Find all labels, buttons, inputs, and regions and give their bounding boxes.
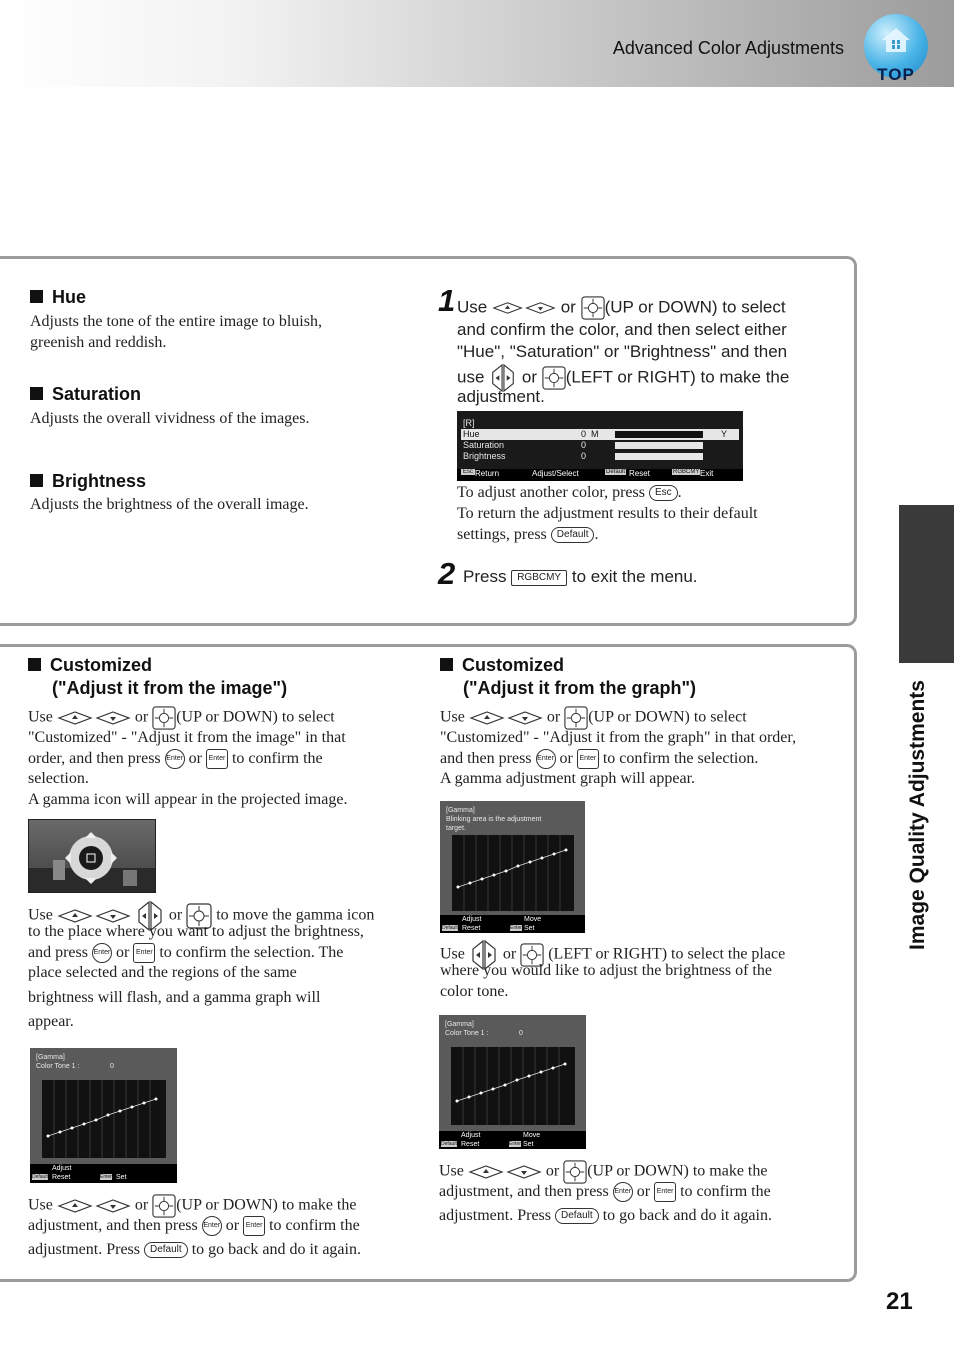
menu-row-brightness: Brightness — [463, 451, 506, 461]
enter-round-icon: Enter — [92, 943, 112, 963]
l-p1-3a: order, and then press — [28, 750, 161, 767]
step1-or: or — [560, 297, 576, 317]
l-p3-2b: or — [225, 1217, 240, 1234]
right-p3-line2 — [439, 1181, 771, 1202]
left-gamma-value: 0 — [110, 1063, 114, 1070]
side-tab-label-wrap — [880, 665, 954, 965]
r-g2-reset: Reset — [461, 1141, 480, 1148]
r-p3-3a: adjustment. Press — [439, 1207, 551, 1224]
r-p1-1: (UP or DOWN) to select — [588, 708, 747, 726]
step1-l4b: or — [521, 367, 538, 387]
r-g2-set: Set — [523, 1141, 534, 1148]
r-p3-2a: adjustment, and then press — [439, 1183, 609, 1200]
return-text: settings, press — [457, 526, 547, 543]
home-icon — [880, 26, 912, 54]
left-gamma-graph-screenshot — [30, 1048, 177, 1183]
enter-round-icon: Enter — [613, 1182, 633, 1202]
l-p2-3c: to confirm the selection. The — [159, 944, 344, 961]
foot-adjust: Adjust/Select — [532, 469, 579, 478]
foot-return: Return — [475, 469, 500, 478]
left-heading — [28, 655, 152, 676]
color-adjust-menu-screenshot — [457, 411, 743, 481]
up-down-buttons-icon — [492, 301, 556, 315]
side-tab-label: Image Quality Adjustments — [906, 680, 929, 950]
r-g2-footer — [439, 1131, 586, 1149]
dpad-icon — [581, 296, 605, 320]
enter-round-icon: Enter — [202, 1216, 222, 1236]
r-g2-adjust: Adjust — [461, 1132, 481, 1139]
left-p2-line5: brightness will flash, and a gamma graph will — [28, 989, 321, 1006]
page-number: 21 — [886, 1288, 913, 1315]
step1-l4a: use — [457, 367, 485, 387]
left-p2-line3 — [28, 942, 343, 963]
esc-button-icon: Esc — [649, 485, 678, 501]
r-g1-footer — [440, 915, 585, 933]
foot-rgbcmy-key: RGBCMY — [673, 469, 700, 475]
left-p1-line2: "Customized" - "Adjust it from the image" in that — [28, 729, 346, 746]
saturation-desc: Adjusts the overall vividness of the images. — [30, 410, 310, 427]
left-gamma-curve — [42, 1080, 166, 1158]
menu-row-hue: Hue — [463, 429, 480, 439]
page-header — [0, 0, 954, 87]
left-gamma-enter-key: Enter — [100, 1174, 112, 1180]
r-p3-3b: to go back and do it again. — [602, 1207, 772, 1224]
left-p2-line6: appear. — [28, 1013, 74, 1030]
left-p2-line2: to the place where you want to adjust the brightness, — [28, 923, 364, 940]
return-period: . — [594, 526, 599, 543]
r-use-3: Use — [439, 1162, 464, 1180]
r-g2-default-key: Default — [441, 1141, 457, 1147]
r-g2-title: [Gamma] — [445, 1021, 474, 1028]
menu-title: [R] — [463, 418, 475, 428]
default-button-icon: Default — [144, 1242, 188, 1258]
left-p1-line4: selection. — [28, 770, 89, 787]
enter-round-icon: Enter — [536, 749, 556, 769]
l-p3-3b: to go back and do it again. — [191, 1241, 361, 1258]
l-or: or — [134, 708, 149, 726]
foot-reset: Reset — [629, 469, 650, 478]
right-gamma-graph-2-screenshot — [439, 1015, 586, 1149]
saturation-slider-track — [615, 442, 703, 449]
step2-exit: to exit the menu. — [571, 567, 698, 586]
r-g1-reset: Reset — [462, 925, 481, 932]
left-gamma-footer — [30, 1164, 177, 1183]
enter-square-icon: Enter — [243, 1216, 265, 1236]
l-p3-2a: adjustment, and then press — [28, 1217, 198, 1234]
r-p1-3c: to confirm the selection. — [602, 750, 759, 767]
l-p3-3a: adjustment. Press — [28, 1241, 140, 1258]
enter-square-icon: Enter — [577, 749, 599, 769]
left-p3-line2 — [28, 1215, 360, 1236]
r-g1-adjust: Adjust — [462, 916, 482, 923]
menu-row-saturation: Saturation — [463, 440, 505, 450]
r-use: Use — [440, 708, 465, 726]
side-tab[interactable] — [899, 505, 954, 663]
right-gamma-curve-1 — [452, 835, 574, 911]
right-heading-2: ("Adjust it from the graph") — [463, 678, 697, 698]
hue-desc-line1: Adjusts the tone of the entire image to bluish, — [30, 313, 322, 330]
l-p2-1b: to move the gamma icon — [216, 906, 375, 924]
left-title-1: Customized — [50, 655, 153, 675]
another-color-line — [457, 482, 682, 503]
left-p2-line4: place selected and the regions of the same — [28, 964, 297, 981]
left-gamma-sub: Color Tone 1 : — [36, 1063, 80, 1070]
l-or-2: or — [168, 906, 183, 924]
step-1-line5: adjustment. — [457, 387, 545, 406]
default-button-icon: Default — [551, 527, 595, 543]
r-g1-move: Move — [524, 916, 542, 923]
l-p3-2c: to confirm the — [269, 1217, 360, 1234]
enter-round-icon: Enter — [165, 749, 185, 769]
step1-l1: (UP or DOWN) to select — [604, 297, 786, 317]
r-or-3: or — [545, 1162, 560, 1180]
bullet-square-icon — [30, 474, 43, 487]
step-1-line2: and confirm the color, and then select either — [457, 320, 787, 339]
r-g2-value: 0 — [519, 1030, 523, 1037]
top-label: TOP — [877, 65, 915, 84]
left-gamma-default-key: Default — [32, 1174, 48, 1180]
left-p1-line3 — [28, 748, 323, 769]
l-p2-3b: or — [115, 944, 130, 961]
step-2-number: 2 — [438, 556, 456, 591]
bullet-square-icon — [28, 658, 41, 671]
another-period: . — [677, 484, 682, 501]
up-down-buttons-icon — [469, 710, 543, 726]
up-down-buttons-icon — [468, 1164, 542, 1180]
foot-exit: Exit — [700, 469, 714, 478]
l-p1-3b: or — [188, 750, 202, 767]
another-text: To adjust another color, press — [457, 484, 645, 501]
r-or: or — [546, 708, 561, 726]
r-p3-2b: or — [636, 1183, 651, 1200]
menu-row-saturation-value: 0 — [581, 440, 587, 450]
r-or-2: or — [502, 945, 517, 963]
menu-row-hue-right: Y — [721, 429, 728, 439]
r-p3-1: (UP or DOWN) to make the — [587, 1162, 768, 1180]
r-p2-1b: (LEFT or RIGHT) to select the place — [548, 945, 786, 963]
bullet-square-icon — [30, 387, 43, 400]
l-use-2: Use — [28, 906, 53, 924]
bullet-square-icon — [440, 658, 453, 671]
r-p1-3b: or — [559, 750, 573, 767]
right-p1-line3 — [440, 748, 758, 769]
enter-square-icon: Enter — [654, 1182, 676, 1202]
r-use-2: Use — [440, 945, 465, 963]
left-gamma-title: [Gamma] — [36, 1054, 65, 1061]
dpad-icon — [542, 366, 566, 390]
foot-default-key: Default — [606, 469, 626, 475]
l-p1-3c: to confirm the — [231, 750, 323, 767]
projected-image-screenshot — [28, 819, 156, 893]
r-g2-enter-key: Enter — [509, 1141, 521, 1147]
default-button-icon: Default — [555, 1208, 599, 1224]
left-gamma-reset: Reset — [52, 1174, 71, 1181]
top-button[interactable] — [864, 14, 928, 84]
step1-l4c: (LEFT or RIGHT) to make the — [565, 367, 790, 387]
return-default-line1: To return the adjustment results to their default — [457, 505, 758, 522]
r-g1-set: Set — [524, 925, 535, 932]
r-g1-enter-key: Enter — [510, 925, 522, 931]
saturation-heading — [30, 384, 141, 405]
step-1-line3: "Hue", "Saturation" or "Brightness" and then — [457, 342, 788, 361]
right-p2-line2: where you would like to adjust the brightness of the — [440, 962, 772, 979]
step1-use: Use — [457, 297, 488, 317]
enter-square-icon: Enter — [206, 749, 228, 769]
saturation-title: Saturation — [52, 384, 142, 404]
right-gamma-curve-2 — [451, 1047, 575, 1125]
brightness-desc: Adjusts the brightness of the overall image. — [30, 496, 309, 513]
step-1-line1 — [457, 296, 786, 320]
up-down-buttons-icon — [57, 1198, 131, 1214]
hue-desc-line2: greenish and reddish. — [30, 334, 167, 351]
r-p1-3a: and then press — [440, 750, 532, 767]
l-p1-1: (UP or DOWN) to select — [176, 708, 335, 726]
r-g1-sub1: Blinking area is the adjustment — [446, 816, 542, 823]
menu-row-brightness-value: 0 — [581, 451, 587, 461]
brightness-heading — [30, 471, 146, 492]
l-p3-1: (UP or DOWN) to make the — [176, 1196, 357, 1214]
r-g1-title: [Gamma] — [446, 807, 475, 814]
r-g2-move: Move — [523, 1132, 541, 1139]
right-p1-line2: "Customized" - "Adjust it from the graph" in that order, — [440, 729, 797, 746]
brightness-title: Brightness — [52, 471, 147, 491]
hue-title: Hue — [52, 287, 87, 307]
r-g1-default-key: Default — [442, 925, 458, 931]
r-g1-sub2: target. — [446, 825, 466, 832]
menu-row-hue-value: 0 — [581, 429, 587, 439]
left-p1-line5: A gamma icon will appear in the projected image. — [28, 791, 348, 808]
up-down-buttons-icon — [57, 710, 131, 726]
right-title-1: Customized — [462, 655, 565, 675]
l-use-3: Use — [28, 1196, 53, 1214]
menu-footer — [457, 469, 743, 481]
right-p3-line3 — [439, 1205, 772, 1226]
hue-heading — [30, 287, 86, 308]
bullet-square-icon — [30, 290, 43, 303]
step-2-line — [463, 566, 698, 589]
right-p1-line4: A gamma adjustment graph will appear. — [440, 770, 696, 787]
l-p2-3a: and press — [28, 944, 88, 961]
left-gamma-set: Set — [116, 1174, 127, 1181]
left-p3-line3 — [28, 1239, 361, 1260]
step-1-number: 1 — [438, 283, 456, 318]
menu-row-hue-left: M — [591, 429, 599, 439]
brightness-slider-track — [615, 453, 703, 460]
left-gamma-adjust: Adjust — [52, 1165, 72, 1172]
hue-slider-track — [615, 431, 703, 438]
right-gamma-graph-1-screenshot — [440, 801, 585, 933]
enter-square-icon: Enter — [133, 943, 155, 963]
foot-esc-key: Esc — [463, 469, 474, 475]
r-g2-sub: Color Tone 1 : — [445, 1030, 489, 1037]
step2-press: Press — [463, 567, 507, 586]
left-heading-2: ("Adjust it from the image") — [52, 678, 288, 698]
rgbcmy-button-icon: RGBCMY — [511, 570, 567, 586]
right-heading — [440, 655, 564, 676]
l-or-3: or — [134, 1196, 149, 1214]
right-p2-line3: color tone. — [440, 983, 509, 1000]
return-default-line2 — [457, 524, 598, 545]
header-title: Advanced Color Adjustments — [612, 38, 844, 58]
sunflower-photo — [29, 820, 155, 892]
l-use: Use — [28, 708, 53, 726]
r-p3-2c: to confirm the — [680, 1183, 771, 1200]
